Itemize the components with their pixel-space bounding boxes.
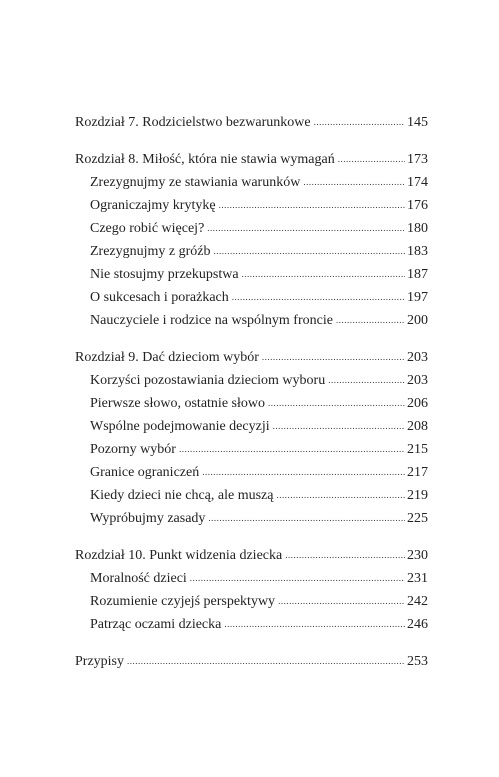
dot-leader bbox=[262, 346, 405, 369]
toc-entry-title: Rozdział 9. Dać dzieciom wybór bbox=[75, 350, 259, 365]
toc-entry-title: Granice ograniczeń bbox=[90, 465, 200, 480]
toc-entry-subsection[interactable] bbox=[75, 369, 428, 392]
toc-entry-subsection[interactable] bbox=[75, 309, 428, 332]
dot-leader bbox=[314, 111, 405, 134]
toc-entry-page-number: 197 bbox=[407, 290, 428, 305]
toc-entry-page-number: 176 bbox=[407, 198, 428, 213]
toc-entry-page-number: 203 bbox=[407, 373, 428, 388]
dot-leader bbox=[224, 613, 405, 636]
dot-leader bbox=[179, 438, 405, 461]
toc-entry-subsection[interactable] bbox=[75, 240, 428, 263]
dot-leader bbox=[190, 567, 405, 590]
toc-entry-page-number: 253 bbox=[407, 654, 428, 669]
toc-entry-subsection[interactable] bbox=[75, 171, 428, 194]
dot-leader bbox=[232, 286, 405, 309]
toc-entry-subsection[interactable] bbox=[75, 392, 428, 415]
toc-entry-chapter[interactable] bbox=[75, 346, 428, 369]
toc-entry-title: Zrezygnujmy z gróźb bbox=[90, 244, 211, 259]
dot-leader bbox=[285, 544, 405, 567]
toc-entry-title: Pierwsze słowo, ostatnie słowo bbox=[90, 396, 265, 411]
toc-section-chapter-7 bbox=[75, 111, 428, 134]
toc-entry-title: Rozdział 10. Punkt widzenia dziecka bbox=[75, 548, 283, 563]
toc-entry-subsection[interactable] bbox=[75, 415, 428, 438]
dot-leader bbox=[336, 309, 405, 332]
toc-entry-page-number: 145 bbox=[407, 115, 428, 130]
toc-section-chapter-10 bbox=[75, 544, 428, 636]
toc-entry-subsection[interactable] bbox=[75, 567, 428, 590]
toc-entry-page-number: 203 bbox=[407, 350, 428, 365]
toc-entry-page-number: 225 bbox=[407, 511, 428, 526]
toc-entry-page-number: 215 bbox=[407, 442, 428, 457]
dot-leader bbox=[273, 415, 405, 438]
toc-entry-title: Rozdział 8. Miłość, która nie stawia wymagań bbox=[75, 152, 335, 167]
toc-entry-page-number: 187 bbox=[407, 267, 428, 282]
toc-entry-chapter[interactable] bbox=[75, 544, 428, 567]
toc-entry-page-number: 206 bbox=[407, 396, 428, 411]
toc-entry-page-number: 183 bbox=[407, 244, 428, 259]
toc-entry-title: Wspólne podejmowanie decyzji bbox=[90, 419, 270, 434]
toc-entry-page-number: 242 bbox=[407, 594, 428, 609]
toc-entry-subsection[interactable] bbox=[75, 590, 428, 613]
toc-entry-subsection[interactable] bbox=[75, 484, 428, 507]
toc-section-chapter-9 bbox=[75, 346, 428, 530]
toc-entry-page-number: 231 bbox=[407, 571, 428, 586]
toc-entry-title: Kiedy dzieci nie chcą, ale muszą bbox=[90, 488, 274, 503]
toc-entry-subsection[interactable] bbox=[75, 507, 428, 530]
dot-leader bbox=[278, 590, 405, 613]
toc-entry-title: Zrezygnujmy ze stawiania warunków bbox=[90, 175, 301, 190]
dot-leader bbox=[208, 507, 405, 530]
dot-leader bbox=[276, 484, 405, 507]
toc-entry-page-number: 217 bbox=[407, 465, 428, 480]
dot-leader bbox=[219, 194, 405, 217]
toc-section-chapter-8 bbox=[75, 148, 428, 332]
toc-entry-title: Pozorny wybór bbox=[90, 442, 176, 457]
toc-entry-page-number: 219 bbox=[407, 488, 428, 503]
toc-entry-chapter[interactable] bbox=[75, 650, 428, 673]
toc-entry-page-number: 174 bbox=[407, 175, 428, 190]
dot-leader bbox=[268, 392, 405, 415]
toc-entry-page-number: 180 bbox=[407, 221, 428, 236]
toc-entry-subsection[interactable] bbox=[75, 263, 428, 286]
toc-entry-title: Rozumienie czyjejś perspektywy bbox=[90, 594, 276, 609]
toc-entry-subsection[interactable] bbox=[75, 613, 428, 636]
toc-entry-chapter[interactable] bbox=[75, 148, 428, 171]
toc-entry-title: Ograniczajmy krytykę bbox=[90, 198, 216, 213]
toc-entry-title: Rozdział 7. Rodzicielstwo bezwarunkowe bbox=[75, 115, 311, 130]
toc-entry-page-number: 246 bbox=[407, 617, 428, 632]
toc-entry-title: Nauczyciele i rodzice na wspólnym froncie bbox=[90, 313, 333, 328]
toc-entry-title: Czego robić więcej? bbox=[90, 221, 205, 236]
dot-leader bbox=[242, 263, 405, 286]
table-of-contents bbox=[75, 111, 428, 687]
dot-leader bbox=[328, 369, 405, 392]
toc-entry-page-number: 200 bbox=[407, 313, 428, 328]
toc-entry-chapter[interactable] bbox=[75, 111, 428, 134]
dot-leader bbox=[207, 217, 405, 240]
toc-entry-subsection[interactable] bbox=[75, 194, 428, 217]
toc-entry-subsection[interactable] bbox=[75, 461, 428, 484]
toc-entry-title: Wypróbujmy zasady bbox=[90, 511, 206, 526]
toc-entry-subsection[interactable] bbox=[75, 286, 428, 309]
dot-leader bbox=[214, 240, 405, 263]
toc-entry-title: Korzyści pozostawiania dzieciom wyboru bbox=[90, 373, 326, 388]
dot-leader bbox=[127, 650, 405, 673]
dot-leader bbox=[202, 461, 405, 484]
toc-entry-title: Moralność dzieci bbox=[90, 571, 187, 586]
toc-entry-title: Nie stosujmy przekupstwa bbox=[90, 267, 239, 282]
toc-entry-page-number: 230 bbox=[407, 548, 428, 563]
toc-entry-subsection[interactable] bbox=[75, 438, 428, 461]
toc-entry-title: O sukcesach i porażkach bbox=[90, 290, 229, 305]
toc-entry-page-number: 173 bbox=[407, 152, 428, 167]
toc-entry-subsection[interactable] bbox=[75, 217, 428, 240]
dot-leader bbox=[303, 171, 405, 194]
toc-section-notes bbox=[75, 650, 428, 673]
toc-entry-title: Patrząc oczami dziecka bbox=[90, 617, 222, 632]
toc-entry-page-number: 208 bbox=[407, 419, 428, 434]
dot-leader bbox=[338, 148, 405, 171]
toc-entry-title: Przypisy bbox=[75, 654, 124, 669]
